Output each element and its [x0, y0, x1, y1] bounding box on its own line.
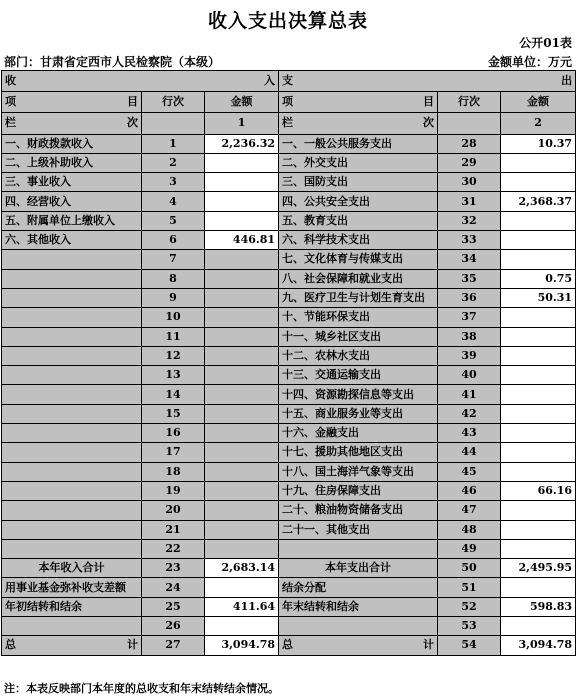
expense-item-cell: 二、外交支出 — [279, 153, 438, 172]
expense-amount-cell — [501, 443, 576, 462]
income-item-cell — [2, 481, 142, 500]
income-line-header: 行次 — [142, 92, 205, 113]
unit-label: 金额单位：万元 — [487, 55, 572, 69]
expense-line-cell: 49 — [438, 539, 501, 558]
expense-amount-cell: 0.75 — [501, 269, 576, 288]
expense-item-cell: 十七、援助其他地区支出 — [279, 443, 438, 462]
income-line-cell: 16 — [142, 424, 205, 443]
income-line-cell: 6 — [142, 231, 205, 250]
summary-row — [2, 559, 576, 578]
expense-amount-header: 金额 — [501, 92, 576, 113]
income-amount-cell — [205, 520, 279, 539]
income-line-cell: 21 — [142, 520, 205, 539]
income-amount-cell — [205, 153, 279, 172]
income-header-cell — [2, 71, 279, 92]
income-amount-cell: 2,683.14 — [205, 559, 279, 578]
summary-row — [2, 578, 576, 597]
expense-amount-cell: 2,495.95 — [501, 559, 576, 578]
income-amount-cell — [205, 308, 279, 327]
table-row — [2, 366, 576, 385]
income-line-cell: 1 — [142, 134, 205, 153]
expense-item-cell: 二十、粮油物资储备支出 — [279, 501, 438, 520]
expense-line-cell: 41 — [438, 385, 501, 404]
income-line-cell: 14 — [142, 385, 205, 404]
income-amount-cell — [205, 578, 279, 597]
table-row — [2, 231, 576, 250]
expense-amount-cell — [501, 520, 576, 539]
income-line-cell: 17 — [142, 443, 205, 462]
expense-line-cell: 34 — [438, 250, 501, 269]
table-row — [2, 346, 576, 365]
expense-total-amount: 3,094.78 — [501, 636, 576, 655]
summary-row — [2, 616, 576, 635]
income-line-cell: 3 — [142, 173, 205, 192]
income-item-cell — [2, 501, 142, 520]
table-row — [2, 250, 576, 269]
expense-line-cell: 52 — [438, 597, 501, 616]
expense-amount-cell: 598.83 — [501, 597, 576, 616]
lan-header-right: 次 — [127, 116, 138, 130]
expense-line-cell: 40 — [438, 366, 501, 385]
expense-amount-cell — [501, 173, 576, 192]
expense-lan-header — [279, 113, 438, 134]
expense-line-cell: 51 — [438, 578, 501, 597]
summary-row — [2, 597, 576, 616]
expense-amount-cell — [501, 231, 576, 250]
expense-line-cell: 39 — [438, 346, 501, 365]
empty-cell — [142, 113, 205, 134]
expense-line-cell: 47 — [438, 501, 501, 520]
expense-amount-cell — [501, 366, 576, 385]
expense-line-cell: 36 — [438, 288, 501, 307]
table-row — [2, 501, 576, 520]
income-line-cell: 26 — [142, 616, 205, 635]
expense-item-cell: 五、教育支出 — [279, 211, 438, 230]
income-line-cell: 2 — [142, 153, 205, 172]
table-row — [2, 327, 576, 346]
expense-line-cell: 37 — [438, 308, 501, 327]
income-summary-item — [2, 616, 142, 635]
expense-line-cell: 53 — [438, 616, 501, 635]
expense-line-header: 行次 — [438, 92, 501, 113]
total-label-right: 计 — [423, 638, 435, 652]
income-amount-col-index: 1 — [205, 113, 279, 134]
item-header-left: 项 — [282, 95, 294, 109]
income-line-cell: 27 — [142, 636, 205, 655]
income-item-cell — [2, 288, 142, 307]
table-row — [2, 481, 576, 500]
expense-line-cell: 45 — [438, 462, 501, 481]
expense-line-cell: 32 — [438, 211, 501, 230]
expense-item-cell: 一、一般公共服务支出 — [279, 134, 438, 153]
item-header-right: 目 — [423, 95, 435, 109]
income-line-cell: 7 — [142, 250, 205, 269]
expense-summary-item: 本年支出合计 — [279, 559, 438, 578]
table-row — [2, 211, 576, 230]
expense-line-cell: 43 — [438, 424, 501, 443]
income-amount-cell — [205, 327, 279, 346]
table-row — [2, 462, 576, 481]
empty-cell — [438, 113, 501, 134]
table-row — [2, 308, 576, 327]
expense-amount-cell — [501, 346, 576, 365]
expense-amount-cell — [501, 153, 576, 172]
total-label-right: 计 — [127, 638, 138, 652]
expense-total-label — [279, 636, 438, 655]
expense-line-cell: 48 — [438, 520, 501, 539]
income-line-cell: 12 — [142, 346, 205, 365]
expense-line-cell: 38 — [438, 327, 501, 346]
expense-summary-item: 结余分配 — [279, 578, 438, 597]
table-row — [2, 192, 576, 211]
income-amount-cell — [205, 288, 279, 307]
expense-line-cell: 54 — [438, 636, 501, 655]
expense-amount-cell — [501, 578, 576, 597]
expense-item-cell: 十三、交通运输支出 — [279, 366, 438, 385]
income-line-cell: 25 — [142, 597, 205, 616]
expense-line-cell: 31 — [438, 192, 501, 211]
income-line-cell: 8 — [142, 269, 205, 288]
expense-item-cell: 十、节能环保支出 — [279, 308, 438, 327]
income-line-cell: 22 — [142, 539, 205, 558]
income-amount-cell — [205, 462, 279, 481]
table-row — [2, 404, 576, 423]
total-row — [2, 636, 576, 655]
income-amount-cell: 446.81 — [205, 231, 279, 250]
expense-item-cell: 九、医疗卫生与计划生育支出 — [279, 288, 438, 307]
income-amount-cell — [205, 501, 279, 520]
table-row — [2, 134, 576, 153]
expense-amount-cell — [501, 211, 576, 230]
income-line-cell: 13 — [142, 366, 205, 385]
form-number: 公开01表 — [519, 36, 572, 50]
expense-header-cell — [279, 71, 576, 92]
income-item-cell: 四、经营收入 — [2, 192, 142, 211]
table-row — [2, 269, 576, 288]
income-line-cell: 10 — [142, 308, 205, 327]
report-title: 收入支出决算总表 — [207, 10, 368, 32]
expense-header-left: 支 — [282, 74, 294, 88]
income-line-cell: 4 — [142, 192, 205, 211]
expense-line-cell: 28 — [438, 134, 501, 153]
department-label: 部门：甘肃省定西市人民检察院（本级） — [4, 55, 221, 69]
expense-amount-cell — [501, 404, 576, 423]
table-row — [2, 153, 576, 172]
income-header-left: 收 — [5, 74, 16, 88]
budget-table — [1, 70, 576, 656]
table-row — [2, 443, 576, 462]
expense-amount-col-index: 2 — [501, 113, 576, 134]
income-amount-cell — [205, 269, 279, 288]
expense-amount-cell: 50.31 — [501, 288, 576, 307]
income-amount-cell — [205, 404, 279, 423]
income-amount-cell — [205, 250, 279, 269]
table-row — [2, 288, 576, 307]
expense-item-cell — [279, 539, 438, 558]
income-item-cell — [2, 443, 142, 462]
expense-amount-cell — [501, 539, 576, 558]
income-line-cell: 18 — [142, 462, 205, 481]
income-line-cell: 24 — [142, 578, 205, 597]
income-item-cell — [2, 366, 142, 385]
expense-amount-cell: 2,368.37 — [501, 192, 576, 211]
income-item-cell — [2, 424, 142, 443]
income-item-cell — [2, 269, 142, 288]
income-item-cell — [2, 404, 142, 423]
expense-header-right: 出 — [561, 74, 573, 88]
expense-item-cell: 八、社会保障和就业支出 — [279, 269, 438, 288]
expense-amount-cell — [501, 327, 576, 346]
income-item-cell — [2, 539, 142, 558]
income-line-cell: 15 — [142, 404, 205, 423]
header-row-category — [2, 71, 576, 92]
income-amount-header: 金额 — [205, 92, 279, 113]
table-row — [2, 520, 576, 539]
income-item-cell: 六、其他收入 — [2, 231, 142, 250]
expense-line-cell: 30 — [438, 173, 501, 192]
header-row-columns — [2, 92, 576, 113]
expense-summary-item — [279, 616, 438, 635]
income-line-cell: 9 — [142, 288, 205, 307]
expense-line-cell: 42 — [438, 404, 501, 423]
income-item-cell — [2, 346, 142, 365]
expense-amount-cell: 66.16 — [501, 481, 576, 500]
table-note: 注：本表反映部门本年度的总收支和年末结转结余情况。 — [4, 682, 279, 695]
income-total-amount: 3,094.78 — [205, 636, 279, 655]
income-item-cell: 五、附属单位上缴收入 — [2, 211, 142, 230]
income-item-cell — [2, 520, 142, 539]
expense-amount-cell — [501, 424, 576, 443]
expense-item-cell: 十五、商业服务业等支出 — [279, 404, 438, 423]
expense-item-header — [279, 92, 438, 113]
income-item-cell — [2, 308, 142, 327]
expense-amount-cell — [501, 250, 576, 269]
item-header-left: 项 — [5, 95, 16, 109]
income-amount-cell — [205, 211, 279, 230]
expense-line-cell: 46 — [438, 481, 501, 500]
income-item-cell: 三、事业收入 — [2, 173, 142, 192]
income-line-cell: 20 — [142, 501, 205, 520]
income-item-cell: 二、上级补助收入 — [2, 153, 142, 172]
expense-item-cell: 二十一、其他支出 — [279, 520, 438, 539]
income-summary-item: 用事业基金弥补收支差额 — [2, 578, 142, 597]
income-amount-cell — [205, 616, 279, 635]
income-line-cell: 23 — [142, 559, 205, 578]
expense-item-cell: 十六、金融支出 — [279, 424, 438, 443]
lan-header-left: 栏 — [282, 116, 294, 130]
income-amount-cell — [205, 539, 279, 558]
expense-amount-cell — [501, 616, 576, 635]
expense-amount-cell — [501, 385, 576, 404]
expense-amount-cell — [501, 501, 576, 520]
income-lan-header — [2, 113, 142, 134]
income-line-cell: 5 — [142, 211, 205, 230]
income-item-header — [2, 92, 142, 113]
expense-amount-cell — [501, 462, 576, 481]
income-item-cell — [2, 250, 142, 269]
income-amount-cell: 411.64 — [205, 597, 279, 616]
table-row — [2, 424, 576, 443]
income-amount-cell — [205, 366, 279, 385]
income-line-cell: 19 — [142, 481, 205, 500]
expense-item-cell: 三、国防支出 — [279, 173, 438, 192]
income-amount-cell — [205, 385, 279, 404]
expense-item-cell: 十四、资源勘探信息等支出 — [279, 385, 438, 404]
total-label-left: 总 — [5, 638, 16, 652]
expense-amount-cell: 10.37 — [501, 134, 576, 153]
expense-item-cell: 十九、住房保障支出 — [279, 481, 438, 500]
income-total-label — [2, 636, 142, 655]
income-summary-item: 年初结转和结余 — [2, 597, 142, 616]
expense-line-cell: 29 — [438, 153, 501, 172]
income-amount-cell — [205, 481, 279, 500]
lan-header-right: 次 — [423, 116, 435, 130]
income-item-cell — [2, 327, 142, 346]
expense-line-cell: 50 — [438, 559, 501, 578]
income-header-right: 入 — [264, 74, 276, 88]
expense-line-cell: 33 — [438, 231, 501, 250]
income-amount-cell — [205, 443, 279, 462]
expense-line-cell: 35 — [438, 269, 501, 288]
total-label-left: 总 — [282, 638, 294, 652]
expense-item-cell: 四、公共安全支出 — [279, 192, 438, 211]
income-item-cell — [2, 385, 142, 404]
income-item-cell — [2, 462, 142, 481]
income-summary-item: 本年收入合计 — [2, 559, 142, 578]
expense-item-cell: 六、科学技术支出 — [279, 231, 438, 250]
income-amount-cell: 2,236.32 — [205, 134, 279, 153]
expense-line-cell: 44 — [438, 443, 501, 462]
expense-item-cell: 七、文化体育与传媒支出 — [279, 250, 438, 269]
expense-item-cell: 十二、农林水支出 — [279, 346, 438, 365]
income-line-cell: 11 — [142, 327, 205, 346]
income-amount-cell — [205, 424, 279, 443]
item-header-right: 目 — [127, 95, 138, 109]
income-amount-cell — [205, 346, 279, 365]
header-row-column-index — [2, 113, 576, 134]
table-row — [2, 173, 576, 192]
expense-item-cell: 十八、国土海洋气象等支出 — [279, 462, 438, 481]
lan-header-left: 栏 — [5, 116, 16, 130]
income-amount-cell — [205, 192, 279, 211]
expense-summary-item: 年末结转和结余 — [279, 597, 438, 616]
expense-item-cell: 十一、城乡社区支出 — [279, 327, 438, 346]
expense-amount-cell — [501, 308, 576, 327]
table-row — [2, 385, 576, 404]
income-amount-cell — [205, 173, 279, 192]
table-row — [2, 539, 576, 558]
income-item-cell: 一、财政拨款收入 — [2, 134, 142, 153]
